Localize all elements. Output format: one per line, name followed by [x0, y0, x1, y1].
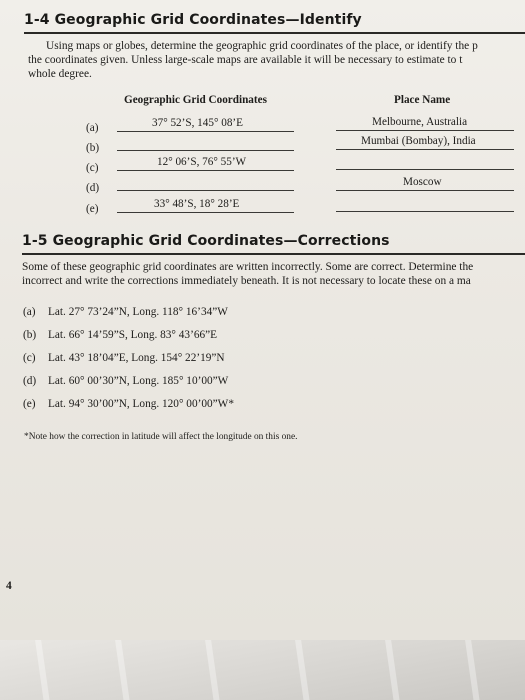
section-1-4-intro-line-2: the coordinates given. Unless large-scale maps are available it will be necessary to estimate to t: [28, 54, 463, 66]
section-1-5-rule: [22, 253, 525, 255]
place-blank-line[interactable]: [336, 149, 514, 150]
row-label: (a): [86, 122, 99, 134]
coordinates-blank-line[interactable]: [117, 190, 294, 191]
page-number: 4: [6, 580, 12, 592]
section-1-4-rule: [24, 32, 525, 34]
item-label: (a): [23, 306, 36, 318]
coordinates-answer: 33° 48’S, 18° 28’E: [154, 198, 240, 210]
place-blank-line[interactable]: [336, 169, 514, 170]
item-label: (d): [23, 375, 37, 387]
coordinates-blank-line[interactable]: [117, 212, 294, 213]
section-1-5-title: 1-5 Geographic Grid Coordinates—Corrections: [22, 233, 390, 249]
place-answer: Mumbai (Bombay), India: [361, 135, 476, 147]
item-text: Lat. 60° 00’30”N, Long. 185° 10’00”W: [48, 375, 229, 387]
row-label: (e): [86, 203, 99, 215]
item-text: Lat. 66° 14’59”S, Long. 83° 43’66”E: [48, 329, 218, 341]
coordinates-blank-line[interactable]: [117, 131, 294, 132]
item-text: Lat. 94° 30’00”N, Long. 120° 00’00”W*: [48, 398, 234, 410]
coordinates-answer: 12° 06’S, 76° 55’W: [157, 156, 247, 168]
section-1-4-intro-line-3: whole degree.: [28, 68, 92, 80]
column-header-coordinates: Geographic Grid Coordinates: [124, 94, 267, 106]
place-blank-line[interactable]: [336, 211, 514, 212]
underlying-paper: [0, 640, 525, 700]
item-label: (b): [23, 329, 37, 341]
place-answer: Moscow: [403, 176, 442, 188]
place-blank-line[interactable]: [336, 190, 514, 191]
section-1-5-intro-line-2: incorrect and write the corrections immediately beneath. It is not necessary to locate these on a ma: [22, 275, 471, 287]
item-text: Lat. 43° 18’04”E, Long. 154° 22’19”N: [48, 352, 225, 364]
item-text: Lat. 27° 73’24”N, Long. 118° 16’34”W: [48, 306, 228, 318]
coordinates-blank-line[interactable]: [117, 170, 294, 171]
row-label: (c): [86, 162, 99, 174]
coordinates-answer: 37° 52’S, 145° 08’E: [152, 117, 243, 129]
place-blank-line[interactable]: [336, 130, 514, 131]
item-label: (c): [23, 352, 36, 364]
footnote: *Note how the correction in latitude will affect the longitude on this one.: [24, 432, 298, 442]
section-1-4-title: 1-4 Geographic Grid Coordinates—Identify: [24, 12, 362, 28]
place-answer: Melbourne, Australia: [372, 116, 468, 128]
row-label: (d): [86, 182, 100, 194]
section-1-4-intro-line-1: Using maps or globes, determine the geographic grid coordinates of the place, or identify the p: [46, 40, 478, 52]
item-label: (e): [23, 398, 36, 410]
section-1-5-intro-line-1: Some of these geographic grid coordinates are written incorrectly. Some are correct. Determine the: [22, 261, 474, 273]
column-header-place-name: Place Name: [394, 94, 451, 106]
row-label: (b): [86, 142, 100, 154]
coordinates-blank-line[interactable]: [117, 150, 294, 151]
